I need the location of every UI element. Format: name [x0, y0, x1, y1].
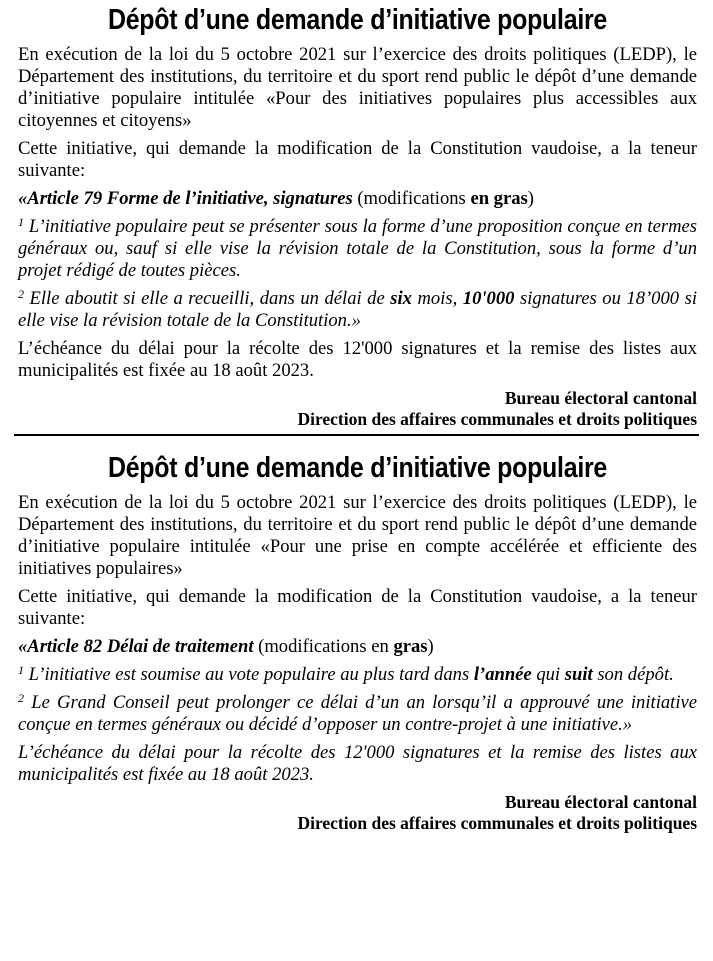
alinea-number: 1: [18, 215, 24, 229]
deadline-paragraph: L’échéance du délai pour la récolte des 12'000 signatures et la remise des listes aux municipalités est fixée au 18 août 2023.: [18, 742, 697, 785]
article-note-pre: (modifications en: [253, 636, 394, 657]
alinea-number: 2: [18, 287, 24, 301]
signature-line-2: Direction des affaires communales et droits politiques: [297, 813, 697, 833]
initiative-paragraph: Cette initiative, qui demande la modification de la Constitution vaudoise, a la teneur suivante:: [18, 138, 697, 181]
notice-divider: [14, 434, 699, 436]
alinea-1: [18, 664, 697, 686]
official-notices-page: [0, 2, 713, 961]
alinea-text-part: mois,: [411, 288, 463, 309]
article-note-pre: (modifications: [352, 188, 471, 209]
alinea-bold-part: 10'000: [462, 288, 515, 309]
alinea-number: 1: [18, 663, 24, 677]
alinea-text-part: son dépôt.: [592, 664, 674, 685]
article-note-post: ): [427, 636, 434, 657]
article-note-bold: en gras: [470, 188, 528, 209]
initiative-paragraph: Cette initiative, qui demande la modification de la Constitution vaudoise, a la teneur suivante:: [18, 586, 697, 629]
signature-line-1: Bureau électoral cantonal: [504, 792, 697, 812]
signature-block: [18, 388, 697, 430]
notice-initiative-1: [18, 2, 697, 430]
alinea-text: L’initiative populaire peut se présenter sous la forme d’une proposition conçue en termes généraux ou, sauf si elle vise la révision totale de la Constitution, sous la forme d’un projet rédigé de toutes pièces.: [18, 216, 697, 281]
alinea-bold-part: six: [390, 288, 412, 309]
alinea-number: 2: [18, 691, 24, 705]
alinea-bold-part: suit: [564, 664, 593, 685]
alinea-bold-part: l’année: [473, 664, 532, 685]
article-note-post: ): [527, 188, 534, 209]
deadline-paragraph: L’échéance du délai pour la récolte des 12'000 signatures et la remise des listes aux municipalités est fixée au 18 août 2023.: [18, 338, 697, 381]
signature-line-1: Bureau électoral cantonal: [504, 388, 697, 408]
article-note-bold: gras: [393, 636, 428, 657]
alinea-text-part: signatures ou 18’000 si elle vise la révision totale de la Constitution.»: [18, 288, 697, 331]
article-heading-line: [18, 188, 697, 210]
alinea-text-part: qui: [531, 664, 565, 685]
alinea-text: Le Grand Conseil peut prolonger ce délai d’un an lorsqu’il a approuvé une initiative conçue en termes généraux ou décidé d’opposer un contre-projet à une initiative.»: [18, 692, 697, 735]
notice-initiative-2: [18, 450, 697, 834]
article-heading: «Article 79 Forme de l’initiative, signatures: [18, 188, 353, 209]
notice-title: Dépôt d’une demande d’initiative populaire: [107, 4, 608, 36]
article-heading-line: [18, 636, 697, 658]
intro-paragraph: En exécution de la loi du 5 octobre 2021 sur l’exercice des droits politiques (LEDP), le Département des institutions, du territoire et du sport rend public le dépôt d’une demande d’initiative populaire intitulée «Pour des initiatives populaires plus accessibles aux citoyennes et citoyens»: [18, 44, 697, 131]
alinea-2: [18, 288, 697, 332]
intro-paragraph: En exécution de la loi du 5 octobre 2021 sur l’exercice des droits politiques (LEDP), le Département des institutions, du territoire et du sport rend public le dépôt d’une demande d’initiative populaire intitulée «Pour une prise en compte accélérée et efficiente des initiatives populaires»: [18, 492, 697, 579]
signature-line-2: Direction des affaires communales et droits politiques: [297, 409, 697, 429]
notice-title: Dépôt d’une demande d’initiative populaire: [107, 452, 608, 484]
article-heading: «Article 82 Délai de traitement: [18, 636, 254, 657]
signature-block: [18, 792, 697, 834]
alinea-1: [18, 216, 697, 282]
alinea-2: [18, 692, 697, 736]
alinea-text-part: Elle aboutit si elle a recueilli, dans un délai de: [24, 288, 391, 309]
alinea-text-part: L’initiative est soumise au vote populaire au plus tard dans: [24, 664, 474, 685]
